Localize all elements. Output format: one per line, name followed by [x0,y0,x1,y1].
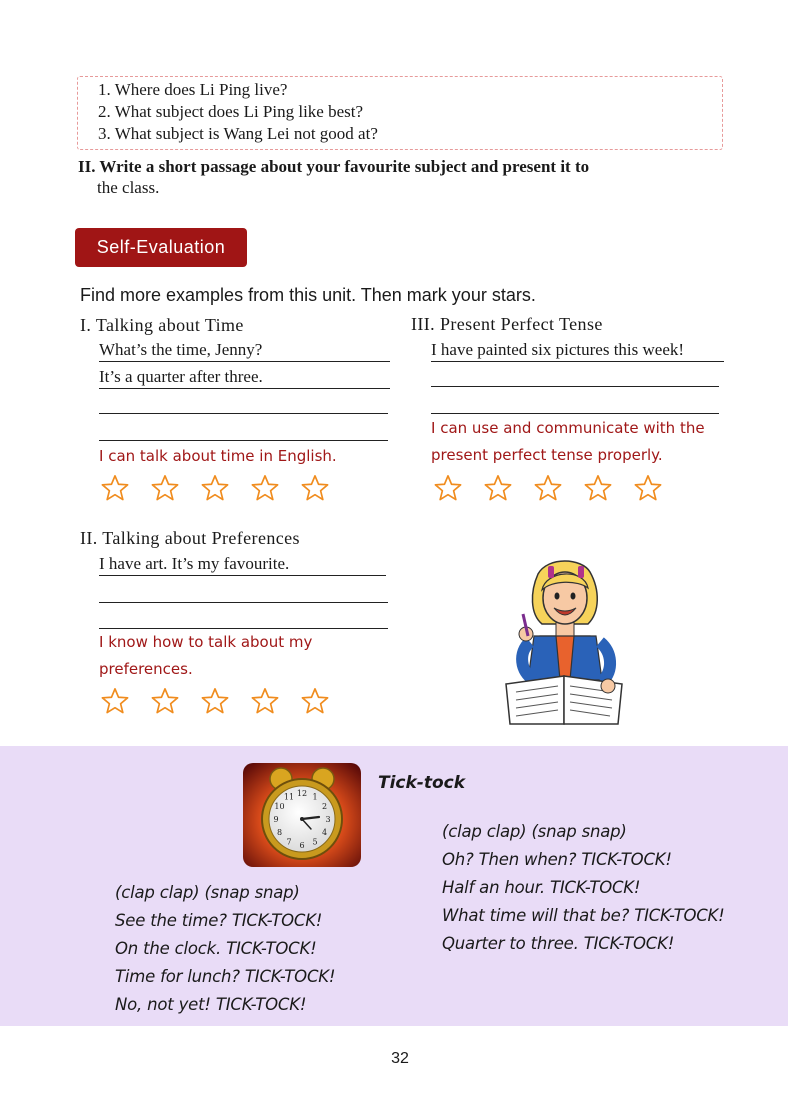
chant-line: Time for lunch? TICK-TOCK! [115,967,336,986]
chant-line: On the clock. TICK-TOCK! [115,939,317,958]
chant-line: Half an hour. TICK-TOCK! [442,878,641,897]
chant-line: Oh? Then when? TICK-TOCK! [442,850,672,869]
can-do-statement-perfect-1: I can use and communicate with the [431,419,705,437]
clock-number: 7 [286,837,292,847]
answer-line [431,392,719,414]
instruction-text: Find more examples from this unit. Then mark your stars. [80,285,536,305]
chant-line: See the time? TICK-TOCK! [115,911,323,930]
clock-number: 1 [312,792,318,802]
question-2: 2. What subject does Li Ping like best? [98,102,364,121]
star-outline-icon[interactable] [151,474,179,502]
question-3: 3. What subject is Wang Lei not good at? [98,124,378,143]
star-rating-perfect[interactable] [434,474,662,502]
clock-number: 9 [273,815,279,824]
section-time-title: I. Talking about Time [80,315,244,335]
star-outline-icon[interactable] [101,687,129,715]
clock-number: 5 [312,837,318,847]
answer-line [99,607,388,629]
star-outline-icon[interactable] [251,687,279,715]
clock-number: 4 [321,828,328,837]
star-outline-icon[interactable] [301,474,329,502]
can-do-statement-perfect-2: present perfect tense properly. [431,446,663,464]
chant-title: Tick-tock [378,773,466,793]
page-number: 32 [391,1050,409,1067]
answer-line [99,392,388,414]
can-do-statement-preferences-2: preferences. [99,660,193,678]
star-outline-icon[interactable] [101,474,129,502]
star-rating-preferences[interactable] [101,687,329,715]
star-outline-icon[interactable] [634,474,662,502]
star-outline-icon[interactable] [301,687,329,715]
clock-number: 10 [274,802,285,811]
clock-number: 12 [296,789,308,798]
clock-number: 8 [276,828,283,837]
self-evaluation-badge: Self-Evaluation [75,228,247,267]
reading-questions-box [77,76,723,150]
star-rating-time[interactable] [101,474,329,502]
chant-line: (clap clap) (snap snap) [115,883,300,902]
star-outline-icon[interactable] [201,474,229,502]
chant-line: Quarter to three. TICK-TOCK! [442,934,675,953]
clock-number: 11 [283,792,295,802]
task-2-bold-text: II. Write a short passage about your favourite subject and present it to [78,157,590,176]
task-2-continuation: the class. [97,178,160,197]
section-preferences-title: II. Talking about Preferences [80,528,300,548]
answer-line [99,419,388,441]
chant-line: No, not yet! TICK-TOCK! [115,995,307,1014]
star-outline-icon[interactable] [151,687,179,715]
chant-line: (clap clap) (snap snap) [442,822,627,841]
can-do-statement-time: I can talk about time in English. [99,447,337,465]
answer-line [99,581,388,603]
answer-line: It’s a quarter after three. [99,367,390,389]
clock-number: 3 [325,815,331,824]
alarm-clock-picture [243,763,361,867]
star-outline-icon[interactable] [484,474,512,502]
chant-line: What time will that be? TICK-TOCK! [442,906,725,925]
answer-line: I have art. It’s my favourite. [99,554,386,576]
alarm-clock-icon [243,763,361,867]
can-do-statement-preferences-1: I know how to talk about my [99,633,313,651]
task-2-heading [78,157,589,177]
section-perfect-title: III. Present Perfect Tense [411,314,603,334]
star-outline-icon[interactable] [201,687,229,715]
star-outline-icon[interactable] [434,474,462,502]
chant-right-column [442,818,725,958]
clock-number: 2 [321,802,328,811]
chant-left-column [115,879,335,1019]
girl-with-book-illustration [490,552,640,728]
answer-line: I have painted six pictures this week! [431,340,724,362]
answer-line: What’s the time, Jenny? [99,340,390,362]
star-outline-icon[interactable] [251,474,279,502]
clock-number: 6 [299,841,305,850]
star-outline-icon[interactable] [584,474,612,502]
answer-line [431,365,719,387]
question-1: 1. Where does Li Ping live? [98,80,288,99]
star-outline-icon[interactable] [534,474,562,502]
